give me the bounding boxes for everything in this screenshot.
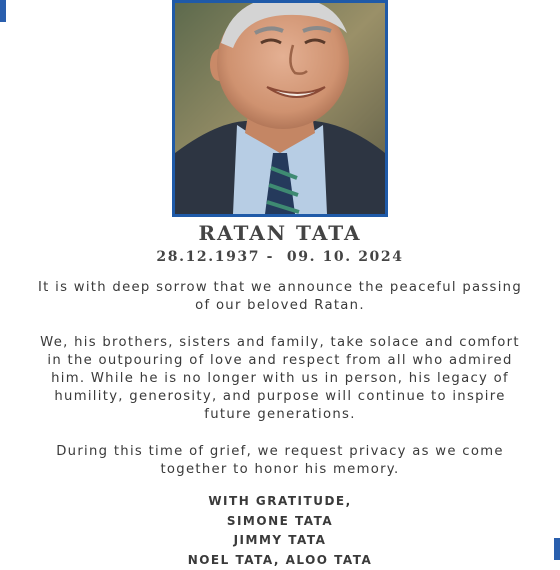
paragraph-line: During this time of grief, we request privacy as we come	[20, 443, 540, 461]
signoff-closing: WITH GRATITUDE,	[0, 492, 560, 512]
signoff-name: NOEL TATA, ALOO TATA	[0, 551, 560, 570]
portrait-photo	[172, 0, 388, 217]
paragraph-line: We, his brothers, sisters and family, take solace and comfort	[20, 334, 540, 352]
paragraph-line: of our beloved Ratan.	[20, 297, 540, 315]
paragraph-line: together to honor his memory.	[20, 461, 540, 479]
signoff-name: JIMMY TATA	[0, 531, 560, 551]
person-name: RATAN TATA	[0, 221, 560, 245]
paragraph-line: in the outpouring of love and respect from all who admired	[20, 352, 540, 370]
signoff-block	[0, 492, 560, 570]
paragraph-line: humility, generosity, and purpose will continue to inspire	[20, 388, 540, 406]
paragraph-line: It is with deep sorrow that we announce the peaceful passing	[20, 279, 540, 297]
life-dates: 28.12.1937 - 09. 10. 2024	[0, 249, 560, 265]
portrait-illustration	[175, 3, 385, 214]
announcement-paragraph	[20, 279, 540, 315]
family-paragraph	[20, 334, 540, 424]
signoff-name: SIMONE TATA	[0, 512, 560, 532]
paragraph-line: future generations.	[20, 406, 540, 424]
privacy-paragraph	[20, 443, 540, 479]
left-edge-accent	[0, 0, 6, 22]
paragraph-line: him. While he is no longer with us in person, his legacy of	[20, 370, 540, 388]
